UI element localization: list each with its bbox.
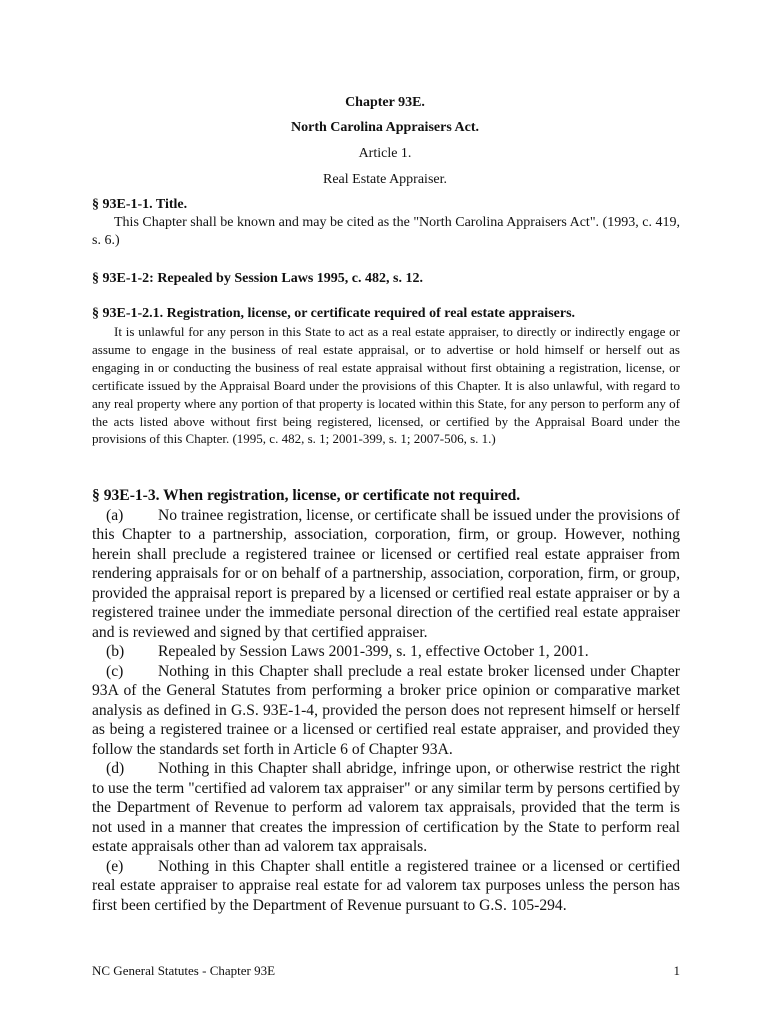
article-number: Article 1. [358,146,412,161]
section-heading: § 93E-1-3. When registration, license, or certificate not required. [92,487,521,504]
subsection-text: Nothing in this Chapter shall entitle a registered trainee or a licensed or certified real estate appraiser to appraise real estate for ad valorem tax purposes unless the person has first been certified by the Department of Revenue pursuant to G.S. 105-294. [92,857,680,914]
subsection-e [92,857,680,916]
subsection-b [92,642,680,662]
subsection-text: No trainee registration, license, or certificate shall be issued under the provisions of this Chapter to a partnership, association, corporation, firm, or group. However, nothing herein shall preclude a registered trainee or licensed or certified real estate appraiser from rendering appraisals for or on behalf of a partnership, association, corporation, firm, or group, provided the appraisal report is prepared by a licensed or certified real estate appraiser or by a registered trainee under the immediate personal direction of the certified real estate appraiser and is reviewed and signed by that certified appraiser. [92,506,680,641]
act-title: North Carolina Appraisers Act. [291,120,479,135]
subsection-c [92,662,680,760]
subsection-label: (b) [106,643,125,660]
section-93e-1-2-1 [92,305,680,448]
subsection-text: Nothing in this Chapter shall abridge, infringe upon, or otherwise restrict the right to use the term "certified ad valorem tax appraiser" or any similar term by persons certified by the Department of Revenue to perform ad valorem tax appraisals, provided that the term is not used in a manner that creates the impression of certification by the State to perform real estate appraisals other than ad valorem tax appraisals. [92,760,680,855]
subsection-text: Repealed by Session Laws 2001-399, s. 1, effective October 1, 2001. [158,643,589,660]
subsection-a [92,506,680,643]
page-number: 1 [673,963,680,978]
section-93e-1-3 [92,486,680,915]
section-heading: § 93E-1-1. Title. [92,197,188,212]
subsection-label: (e) [106,857,124,875]
section-text: This Chapter shall be known and may be cited as the "North Carolina Appraisers Act". (1993, c. 419, s. 6.) [92,215,680,248]
section-heading: § 93E-1-2: Repealed by Session Laws 1995, c. 482, s. 12. [92,271,423,286]
section-text: It is unlawful for any person in this State to act as a real estate appraiser, to directly or indirectly engage or assume to engage in the business of real estate appraisal, or to advertise or hold himself or herself out as engaging in or conducting the business of real estate appraisal without first obtaining a registration, license, or certificate issued by the Appraisal Board under the provisions of this Chapter. It is also unlawful, with regard to any real property where any portion of that property is located within this State, for any person to perform any of the acts listed above without first being registered, licensed, or certified by the Appraisal Board under the provisions of this Chapter. (1995, c. 482, s. 1; 2001-399, s. 1; 2007-506, s. 1.) [92,324,680,447]
article-title: Real Estate Appraiser. [322,172,448,187]
section-heading: § 93E-1-2.1. Registration, license, or certificate required of real estate appraisers. [92,306,576,321]
footer-title: NC General Statutes - Chapter 93E [92,963,276,978]
chapter-title: Chapter 93E. [345,95,425,110]
section-93e-1-1 [92,196,680,250]
subsection-text: Nothing in this Chapter shall preclude a real estate broker licensed under Chapter 93A of the General Statutes from performing a broker price opinion or comparative market analysis as defined in G.S. 93E-1-4, provided the person does not represent himself or herself as being a registered trainee or a licensed or certified real estate appraiser, and provided they follow the standards set forth in Article 6 of Chapter 93A. [92,662,680,758]
section-93e-1-2 [92,270,680,288]
subsection-d [92,759,680,857]
subsection-label: (d) [106,760,125,777]
subsection-label: (a) [106,506,124,524]
subsection-label: (c) [106,662,124,680]
